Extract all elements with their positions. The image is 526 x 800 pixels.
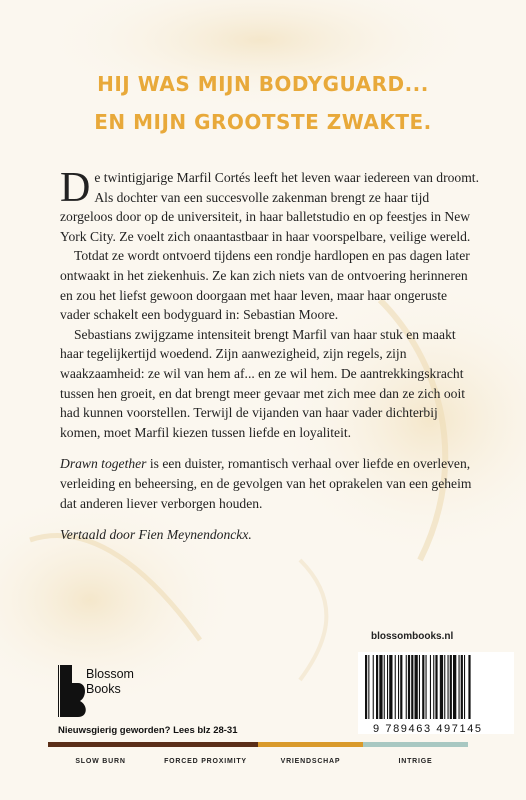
trope-bar-2	[153, 742, 258, 747]
trope-bar-3	[258, 742, 363, 747]
drop-cap: D	[60, 165, 91, 211]
paragraph-4: Drawn together is een duister, romantisch verhaal over liefde en overleven, verleiding en beheersing, en de gevolgen van het oprakelen van een geheim dat anderen liever verborgen houden.	[60, 456, 472, 511]
paragraph-3: Sebastians zwijgzame intensiteit brengt Marfil van haar stuk en maakt haar tegelijkertijd woedend. Zijn aanwezigheid, zijn regels, zijn waakzaamheid: ze wil van hem af... en ze wil hem. De aantrekkingskracht tussen hen groeit, en dat brengt meer gevaar met zich mee dan ze zich ooit had kunnen voorstellen. Terwijl de vijanden van haar vader dichterbij komen, moet Marfil kiezen tussen liefde en loyaliteit.	[60, 326, 465, 440]
isbn-number: 9 789463 497145	[373, 723, 483, 735]
paragraph-1: De twintigjarige Marfil Cortés leeft het leven waar iedereen van droomt. Als dochter van een succesvolle zakenman brengt ze haar tijd zorgeloos door op de universiteit, in haar balletstudio en op feestjes in New York City. Ze voelt zich onaantastbaar in haar voorspelbare, veilige wereld.	[60, 165, 479, 244]
headline-line-1: HIJ WAS MIJN BODYGUARD...	[97, 72, 429, 96]
trope-bar-1	[48, 742, 153, 747]
headline-line-2: EN MIJN GROOTSTE ZWAKTE.	[94, 110, 432, 134]
trope-tag-vriendschap: VRIENDSCHAP	[280, 758, 341, 765]
trope-tag-intrige: INTRIGE	[398, 758, 433, 765]
barcode-bars-icon	[361, 655, 511, 723]
trope-bar-4	[363, 742, 468, 747]
teaser-text: Nieuwsgierig geworden? Lees blz 28-31	[58, 725, 238, 736]
trope-color-bars	[48, 742, 468, 747]
trope-tag-slow-burn: SLOW BURN	[75, 758, 126, 765]
translator-credit: Vertaald door Fien Meynendonckx.	[60, 527, 252, 543]
paragraph-2: Totdat ze wordt ontvoerd tijdens een rondje hardlopen en pas dagen later ontwaakt in het ziekenhuis. Ze kan zich niets van de ontvoering herinneren en zou het liefst gewoon doorgaan met haar leven, maar haar ongeruste vader schakelt een bodyguard in: Sebastian Moore.	[60, 248, 470, 323]
publisher-name: Blossom Books	[86, 667, 134, 696]
blurb-text	[60, 165, 480, 545]
barcode	[358, 652, 514, 734]
book-title: Drawn together	[60, 456, 147, 472]
publisher-website: blossombooks.nl	[371, 631, 454, 642]
trope-tag-forced-proximity: FORCED PROXIMITY	[164, 758, 247, 765]
